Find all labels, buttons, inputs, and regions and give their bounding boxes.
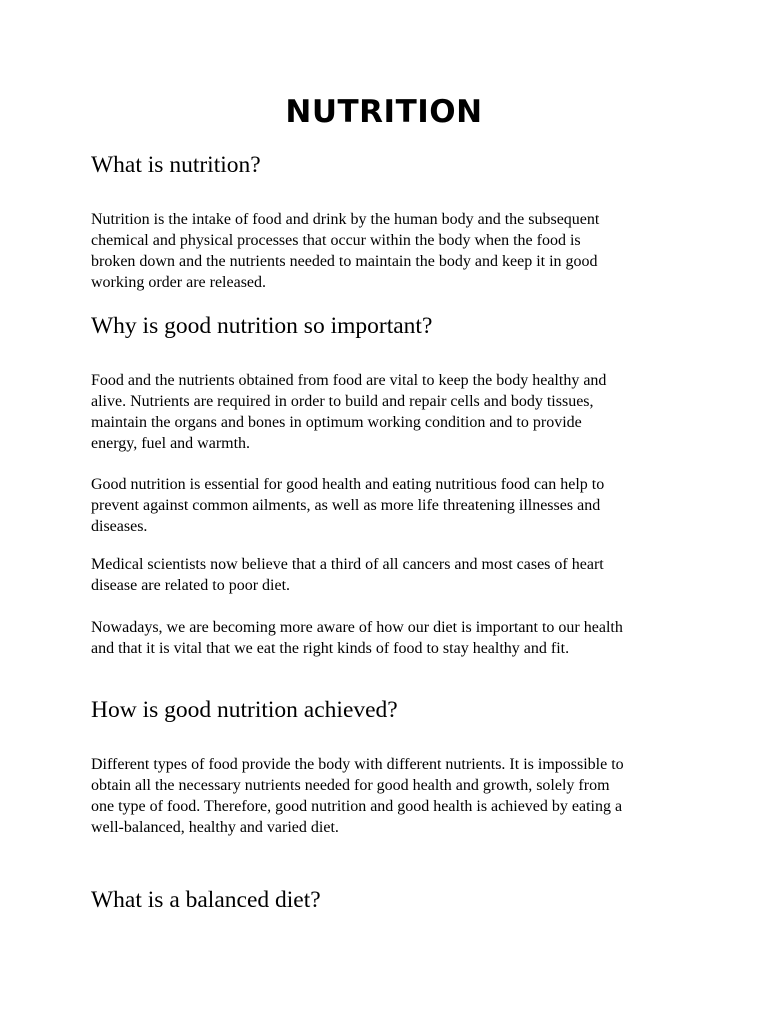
paragraph-line: energy, fuel and warmth.: [91, 435, 251, 452]
paragraph-line: chemical and physical processes that occur within the body when the food is: [91, 232, 581, 249]
paragraph-line: working order are released.: [91, 274, 267, 291]
paragraph-line: Nowadays, we are becoming more aware of how our diet is important to our health: [91, 619, 623, 636]
paragraph-line: alive. Nutrients are required in order to build and repair cells and body tissues,: [91, 393, 594, 410]
paragraph-line: obtain all the necessary nutrients needed for good health and growth, solely from: [91, 777, 610, 794]
paragraph-medical-scientists: [91, 554, 691, 596]
document-title: NUTRITION: [285, 94, 483, 130]
paragraph-vital-nutrients: [91, 370, 691, 454]
paragraph-line: well-balanced, healthy and varied diet.: [91, 819, 339, 836]
paragraph-line: one type of food. Therefore, good nutrition and good health is achieved by eating a: [91, 798, 623, 815]
paragraph-different-foods: [91, 754, 691, 838]
paragraph-line: Nutrition is the intake of food and drink by the human body and the subsequent: [91, 211, 600, 228]
paragraph-definition: [91, 209, 691, 293]
paragraph-line: diseases.: [91, 518, 148, 535]
paragraph-line: prevent against common ailments, as well as more life threatening illnesses and: [91, 497, 601, 514]
paragraph-line: disease are related to poor diet.: [91, 577, 291, 594]
paragraph-line: and that it is vital that we eat the right kinds of food to stay healthy and fit.: [91, 640, 570, 657]
section-heading-why-important: Why is good nutrition so important?: [91, 313, 433, 339]
paragraph-nowadays: [91, 617, 691, 659]
paragraph-line: maintain the organs and bones in optimum working condition and to provide: [91, 414, 582, 431]
paragraph-line: Good nutrition is essential for good health and eating nutritious food can help to: [91, 476, 605, 493]
section-heading-balanced-diet: What is a balanced diet?: [91, 887, 321, 913]
paragraph-good-health: [91, 474, 691, 537]
section-heading-what-is-nutrition: What is nutrition?: [91, 152, 261, 178]
paragraph-line: Different types of food provide the body with different nutrients. It is impossible to: [91, 756, 624, 773]
section-heading-how-achieved: How is good nutrition achieved?: [91, 697, 398, 723]
paragraph-line: Medical scientists now believe that a third of all cancers and most cases of heart: [91, 556, 604, 573]
paragraph-line: broken down and the nutrients needed to maintain the body and keep it in good: [91, 253, 598, 270]
paragraph-line: Food and the nutrients obtained from food are vital to keep the body healthy and: [91, 372, 607, 389]
